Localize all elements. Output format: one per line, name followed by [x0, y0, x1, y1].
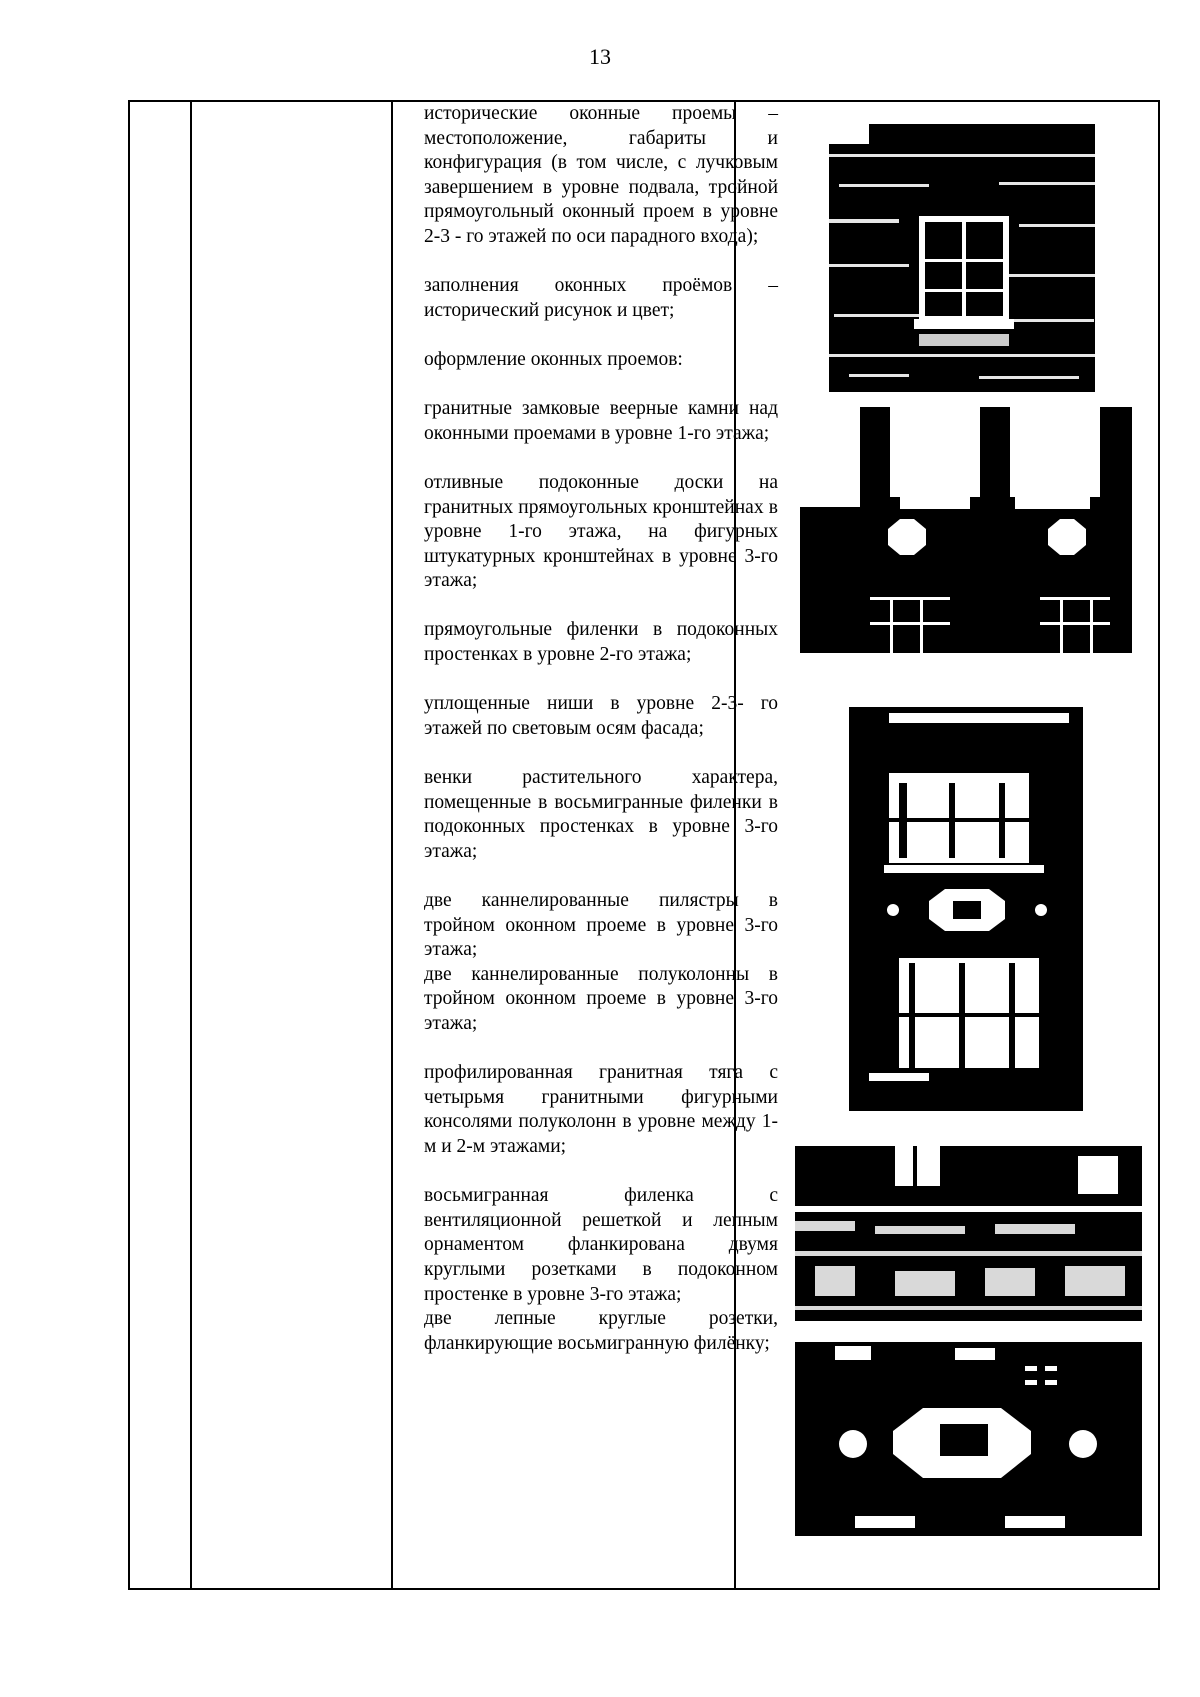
paragraph-half-columns: две каннелированные полуколонны в тройном оконном проеме в уровне 3-го этажа;: [424, 963, 778, 1034]
paragraph-octagonal-panel: восьмигранная филенка с вентиляционной решеткой и лепным орнаментом фланкирована двумя круглыми розетками в подоконном простенке в уровне 3-го этажа;: [424, 1185, 778, 1305]
window-photo-1: [829, 124, 1095, 392]
paragraph-keystones: гранитные замковые веерные камни над оконными проемами в уровне 1-го этажа;: [424, 398, 778, 444]
paragraph-window-fills: заполнения оконных проёмов – исторический рисунок и цвет;: [424, 275, 778, 321]
paragraph-rosettes: две лепные круглые розетки, фланкирующие восьмигранную филёнку;: [424, 1308, 778, 1354]
paragraph-pilasters: две каннелированные пилястры в тройном оконном проеме в уровне 3-го этажа;: [424, 890, 778, 961]
page-number: 13: [589, 44, 611, 69]
paragraph-historic-openings: исторические оконные проемы – местоположение, габариты и конфигурация (в том числе, с лучковым завершением в уровне подвала, тройной прямоугольный оконный проем в уровне 2-3 - го этажей по оси парадного входа);: [424, 103, 778, 247]
window-photo-2: [800, 407, 1132, 653]
paragraph-flat-niches: уплощенные ниши в уровне 2-3- го этажей по световым осям фасада;: [424, 693, 778, 739]
description-column: [424, 102, 778, 1356]
column-divider-1: [190, 102, 192, 1588]
paragraph-sills: отливные подоконные доски на гранитных прямоугольных кронштейнах в уровне 1-го этажа, на фигурных штукатурных кронштейнах в уровне 3-го этажа;: [424, 471, 778, 592]
paragraph-window-decor: оформление оконных проемов:: [424, 348, 683, 370]
paragraph-wreaths: венки растительного характера, помещенные в восьмигранные филенки в подоконных простенках в уровне 3-го этажа;: [424, 767, 778, 862]
window-photo-3: [849, 693, 1083, 1111]
paragraph-granite-cornice: профилированная гранитная тяга с четырьмя гранитными фигурными консолями полуколонн в уровне между 1-м и 2-м этажами;: [424, 1062, 778, 1157]
window-photo-5: [795, 1336, 1142, 1536]
window-photo-4: [795, 1146, 1142, 1321]
column-divider-2: [391, 102, 393, 1588]
paragraph-rect-panels: прямоугольные филенки в подоконных простенках в уровне 2-го этажа;: [424, 619, 778, 666]
